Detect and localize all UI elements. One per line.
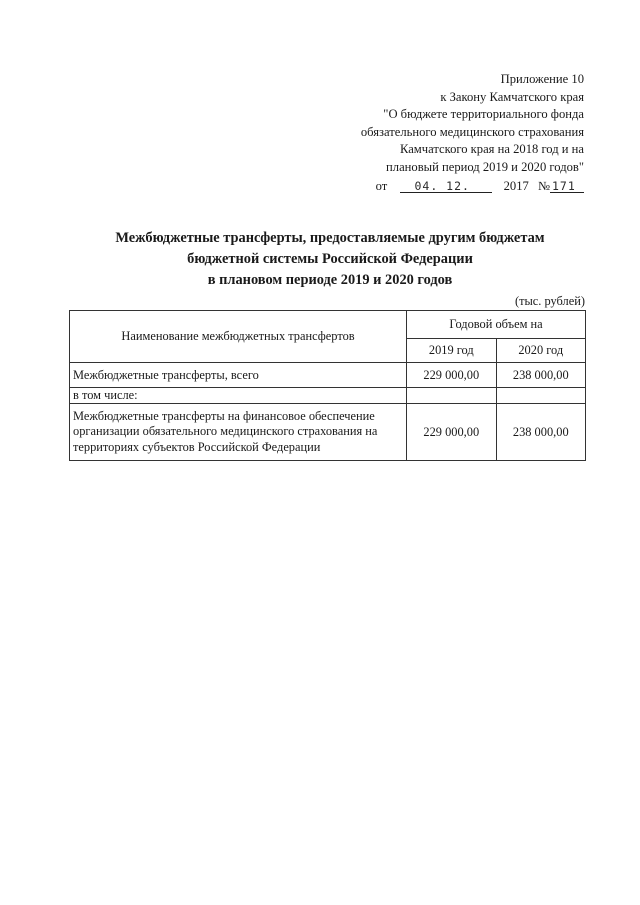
table-header-row	[70, 311, 586, 339]
total-value-2019: 229 000,00	[407, 363, 496, 388]
date-prefix: от	[375, 178, 388, 193]
number-prefix: №	[537, 178, 550, 193]
item-name: Межбюджетные трансферты на финансовое обеспечение организации обязательного медицинского страхования на территориях субъектов Российской Федерации	[70, 404, 407, 461]
header-volume: Годовой объем на	[407, 311, 586, 339]
empty-cell	[496, 388, 585, 404]
appendix-line: плановый период 2019 и 2020 годов"	[386, 159, 584, 174]
table-row-including	[70, 388, 586, 404]
header-year-2020: 2020 год	[496, 339, 585, 363]
including-label: в том числе:	[70, 388, 407, 404]
title-line: Межбюджетные трансферты, предоставляемые другим бюджетам	[115, 230, 545, 246]
title-line: в плановом периоде 2019 и 2020 годов	[207, 272, 453, 288]
number-field	[550, 178, 584, 193]
document-title	[70, 228, 590, 291]
appendix-line: Камчатского края на 2018 год и на	[399, 142, 584, 157]
title-line: бюджетной системы Российской Федерации	[187, 251, 473, 267]
law-date-line	[284, 178, 584, 196]
table-row	[70, 404, 586, 461]
item-value-2019: 229 000,00	[407, 404, 496, 461]
total-name: Межбюджетные трансферты, всего	[70, 363, 407, 388]
total-value-2020: 238 000,00	[496, 363, 585, 388]
appendix-line: обязательного медицинского страхования	[360, 124, 584, 139]
header-year-2019: 2019 год	[407, 339, 496, 363]
header-name: Наименование межбюджетных трансфертов	[70, 311, 407, 363]
appendix-line: к Закону Камчатского края	[440, 89, 584, 104]
handwritten-number: 171	[552, 178, 576, 193]
appendix-line: Приложение 10	[500, 72, 584, 86]
empty-cell	[407, 388, 496, 404]
date-field	[400, 178, 492, 193]
appendix-line: "О бюджете территориального фонда	[383, 107, 584, 122]
date-year: 2017	[503, 178, 529, 193]
handwritten-date: 04. 12.	[414, 178, 470, 193]
units-label: (тыс. рублей)	[514, 294, 585, 308]
transfers-table	[69, 310, 586, 461]
item-value-2020: 238 000,00	[496, 404, 585, 461]
appendix-header	[284, 71, 584, 195]
table-row-total	[70, 363, 586, 388]
